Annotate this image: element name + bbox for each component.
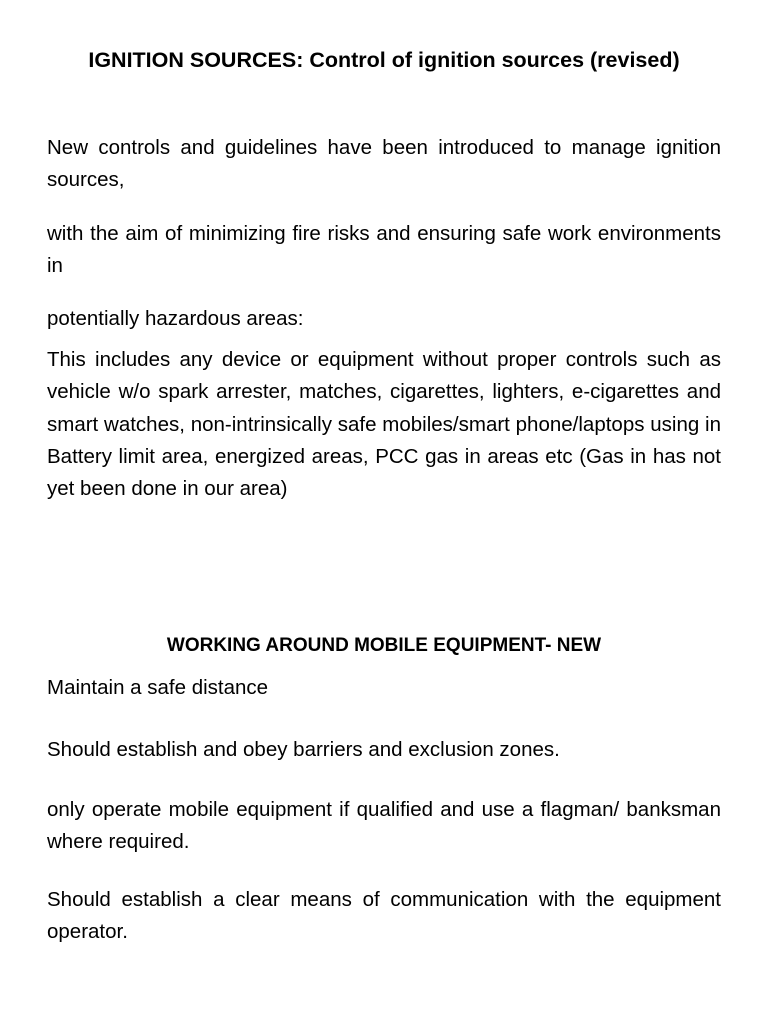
- paragraph-aim: with the aim of minimizing fire risks and ensuring safe work environments in: [47, 222, 721, 278]
- paragraph-barriers: Should establish and obey barriers and exclusion zones.: [47, 738, 560, 761]
- paragraph-new-controls: New controls and guidelines have been introduced to manage ignition sources,: [47, 136, 721, 192]
- paragraph-device-list: This includes any device or equipment without proper controls such as vehicle w/o spark arrester, matches, cigarettes, lighters, e-cigarettes and smart watches, non-intrinsically safe mobiles/smart phone/laptops using in Battery limit area, energized areas, PCC gas in areas etc (Gas in has not yet been done in our area): [47, 348, 721, 501]
- paragraph-hazardous-areas: potentially hazardous areas:: [47, 307, 304, 330]
- section-title-ignition-sources: IGNITION SOURCES: Control of ignition sources (revised): [88, 48, 680, 72]
- paragraph-communication: Should establish a clear means of communication with the equipment operator.: [47, 888, 721, 944]
- section-title-mobile-equipment: WORKING AROUND MOBILE EQUIPMENT- NEW: [166, 635, 602, 656]
- paragraph-safe-distance: Maintain a safe distance: [47, 676, 269, 699]
- paragraph-qualified-operation: only operate mobile equipment if qualified and use a flagman/ banksman where required.: [47, 798, 721, 854]
